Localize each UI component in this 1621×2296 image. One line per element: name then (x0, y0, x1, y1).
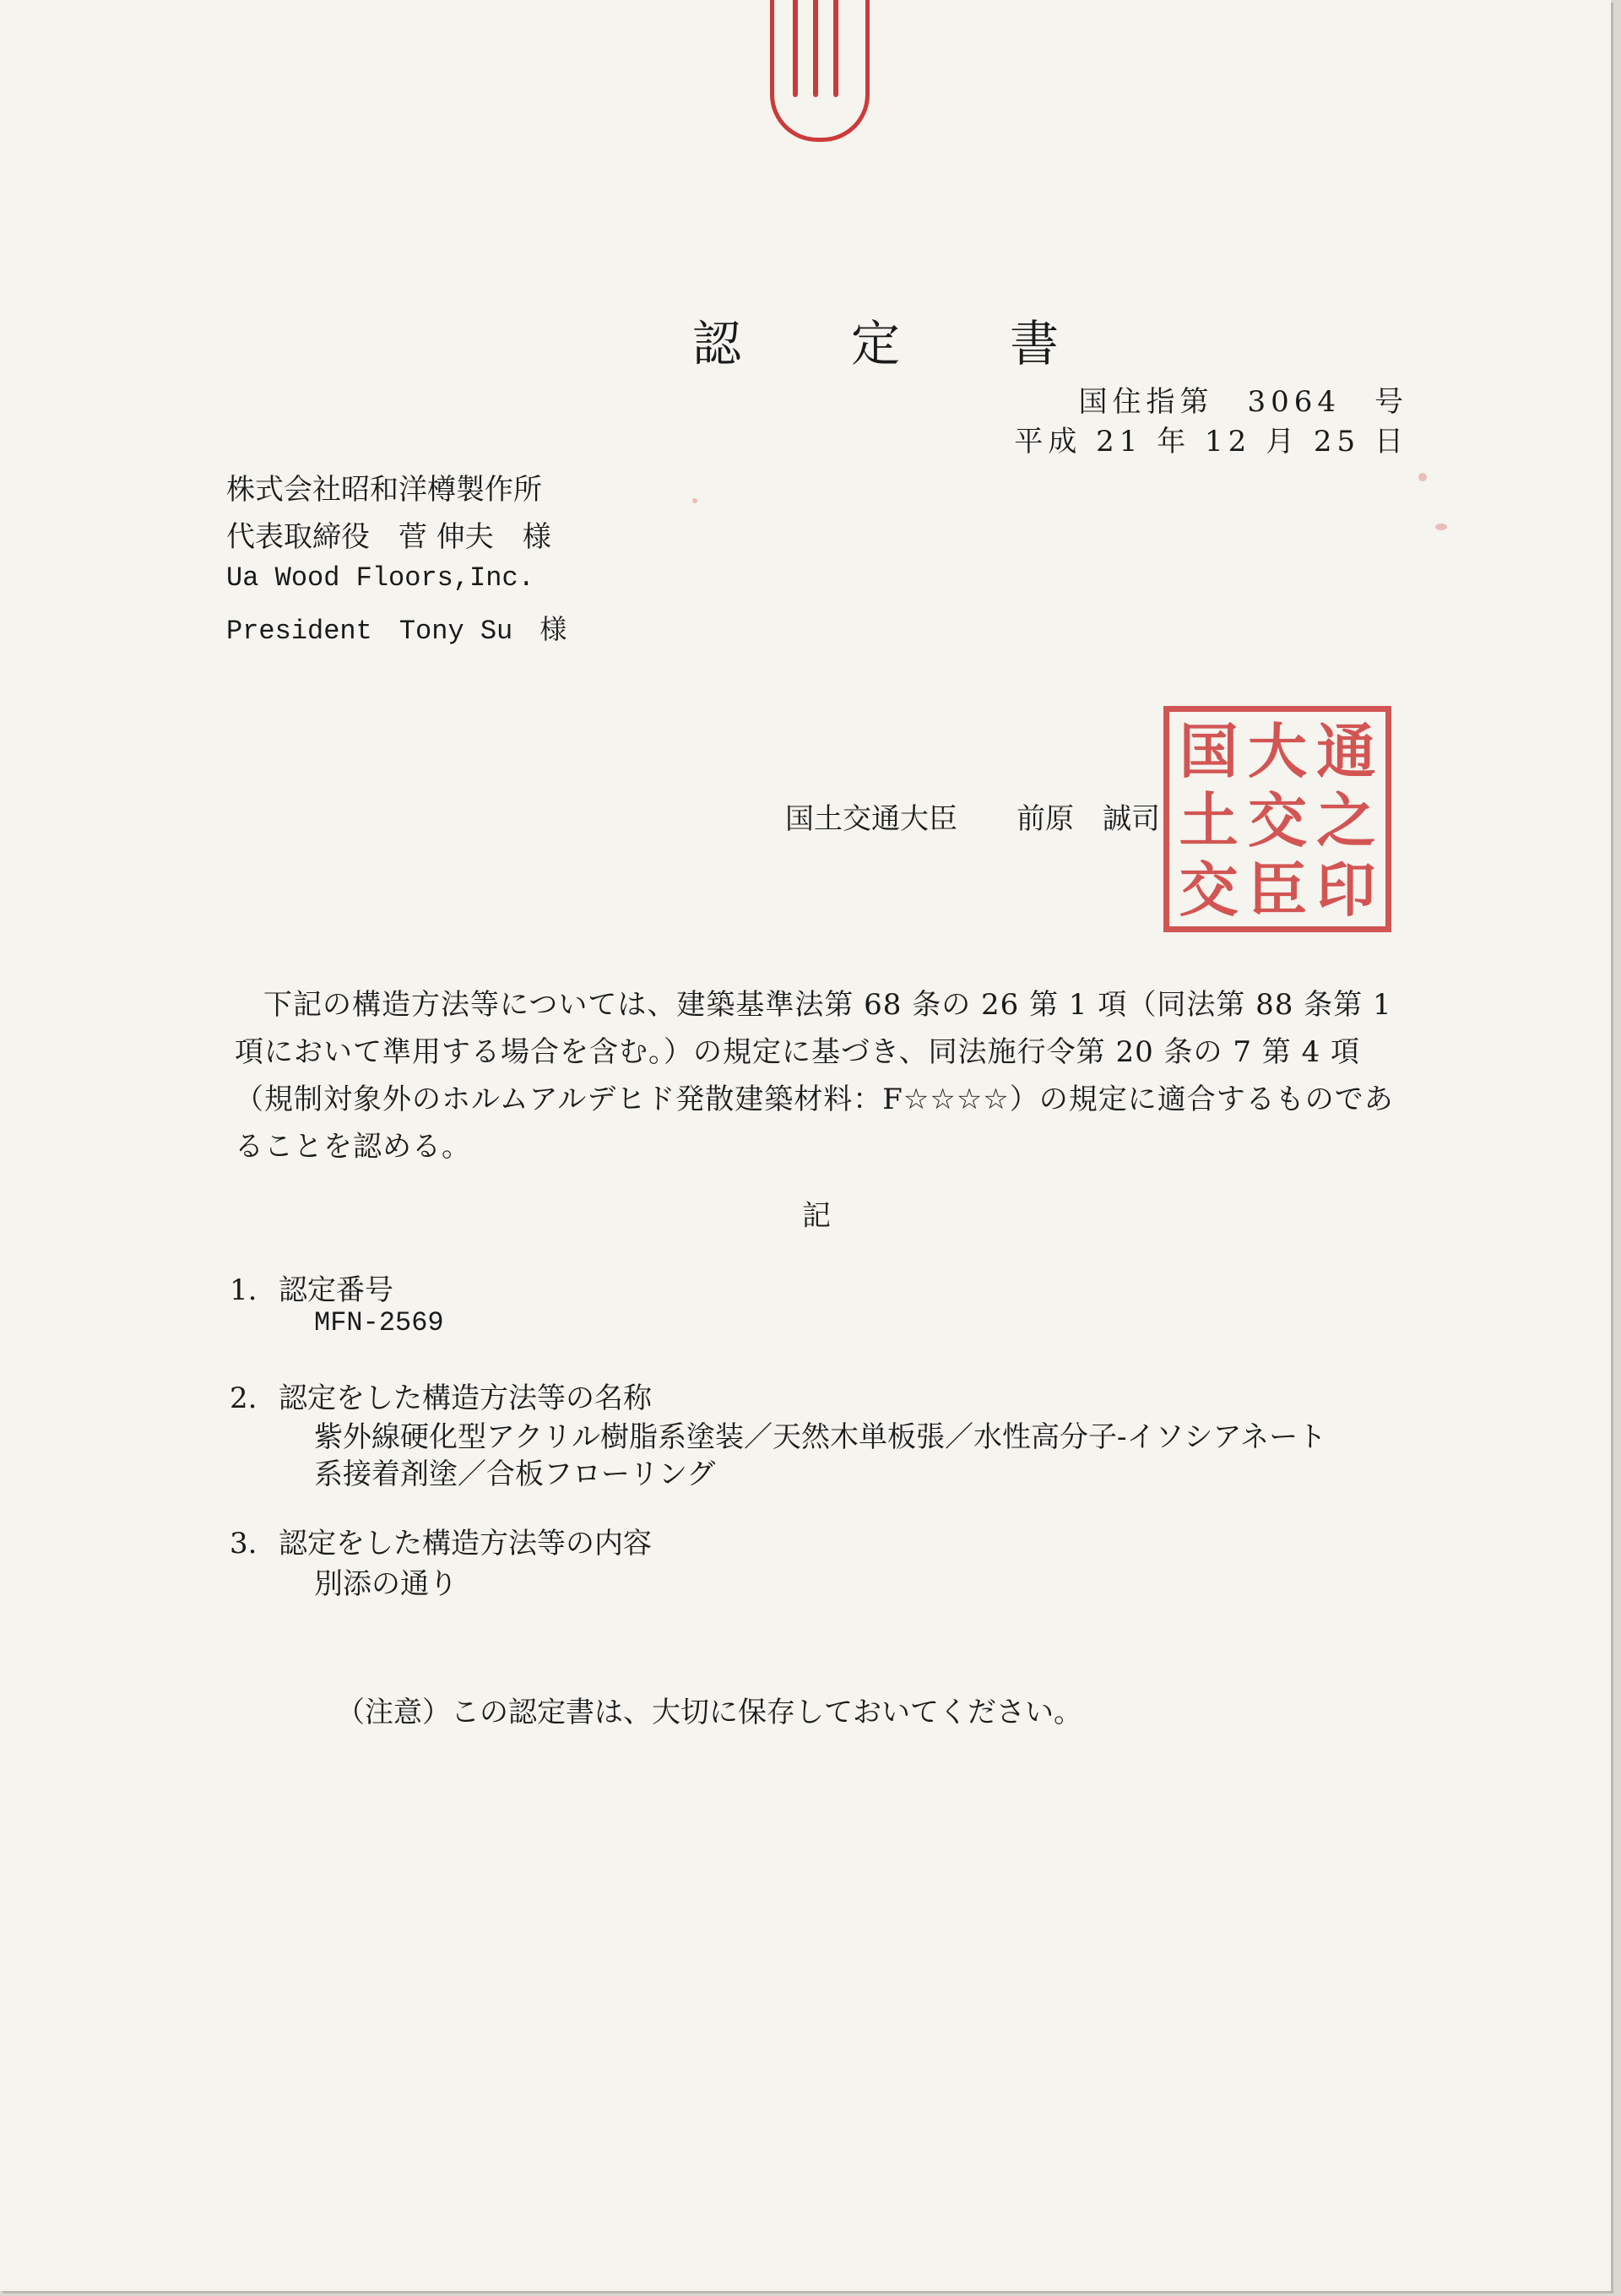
item-1-heading (230, 1267, 393, 1308)
seal-char: 之 (1316, 785, 1376, 855)
seal-char: 土 (1179, 785, 1239, 855)
item-3-value: 別添の通り (314, 1567, 458, 1601)
recipient-representative-ja: 代表取締役 菅 伸夫 様 (226, 520, 551, 554)
item-number: 3. (230, 1527, 258, 1561)
seal-char: 通 (1316, 716, 1376, 786)
ki-heading: 記 (802, 1199, 831, 1233)
document-title: 認 定 書 (692, 315, 1090, 372)
item-3-heading (230, 1520, 652, 1561)
document-number: 国住指第 3064 号 (1078, 385, 1408, 419)
item-2-value-line-2: 系接着剤塗／合板フローリング (314, 1457, 716, 1491)
seal-char: 交 (1247, 785, 1307, 855)
storage-note: （注意）この認定書は、大切に保存しておいてください。 (336, 1696, 1082, 1729)
item-2-value-line-1: 紫外線硬化型アクリル樹脂系塗装／天然木単板張／水性高分子-イソシアネート (314, 1420, 1327, 1454)
top-half-seal (770, 0, 870, 142)
issuer-name: 前原 誠司 (1017, 802, 1160, 836)
recipient-company-ja: 株式会社昭和洋樽製作所 (226, 473, 542, 507)
item-label: 認定をした構造方法等の内容 (279, 1527, 652, 1561)
item-label: 認定をした構造方法等の名称 (279, 1381, 652, 1415)
item-label: 認定番号 (279, 1273, 393, 1307)
seal-char: 交 (1179, 855, 1239, 925)
item-number: 1. (230, 1273, 258, 1307)
certification-paragraph: 下記の構造方法等については、建築基準法第 68 条の 26 第 1 項（同法第 88 条第 1 項において準用する場合を含む。）の規定に基づき、同法施行令第 20 条の 7 第 4 項（規制対象外のホルムアルデヒド発散建築材料：F☆☆☆☆）の規定に適合するものであることを認める。 (235, 988, 1394, 1164)
minister-seal (1163, 706, 1391, 932)
paper-speck (692, 498, 697, 503)
seal-char: 臣 (1247, 855, 1307, 925)
seal-char: 印 (1316, 855, 1376, 925)
paper-speck (1435, 524, 1447, 530)
recipient-representative-en: President Tony Su 様 (226, 616, 567, 647)
paper-speck (1418, 473, 1427, 481)
issuer-line (785, 795, 1160, 837)
seal-char: 国 (1179, 716, 1239, 786)
recipient-company-en: Ua Wood Floors,Inc. (226, 562, 534, 594)
item-1-value: MFN-2569 (314, 1307, 444, 1338)
seal-char: 大 (1247, 716, 1307, 786)
item-2-heading (230, 1375, 652, 1416)
item-number: 2. (230, 1381, 258, 1415)
issuer-title: 国土交通大臣 (785, 802, 957, 836)
document-date: 平成 21 年 12 月 25 日 (1014, 425, 1408, 459)
